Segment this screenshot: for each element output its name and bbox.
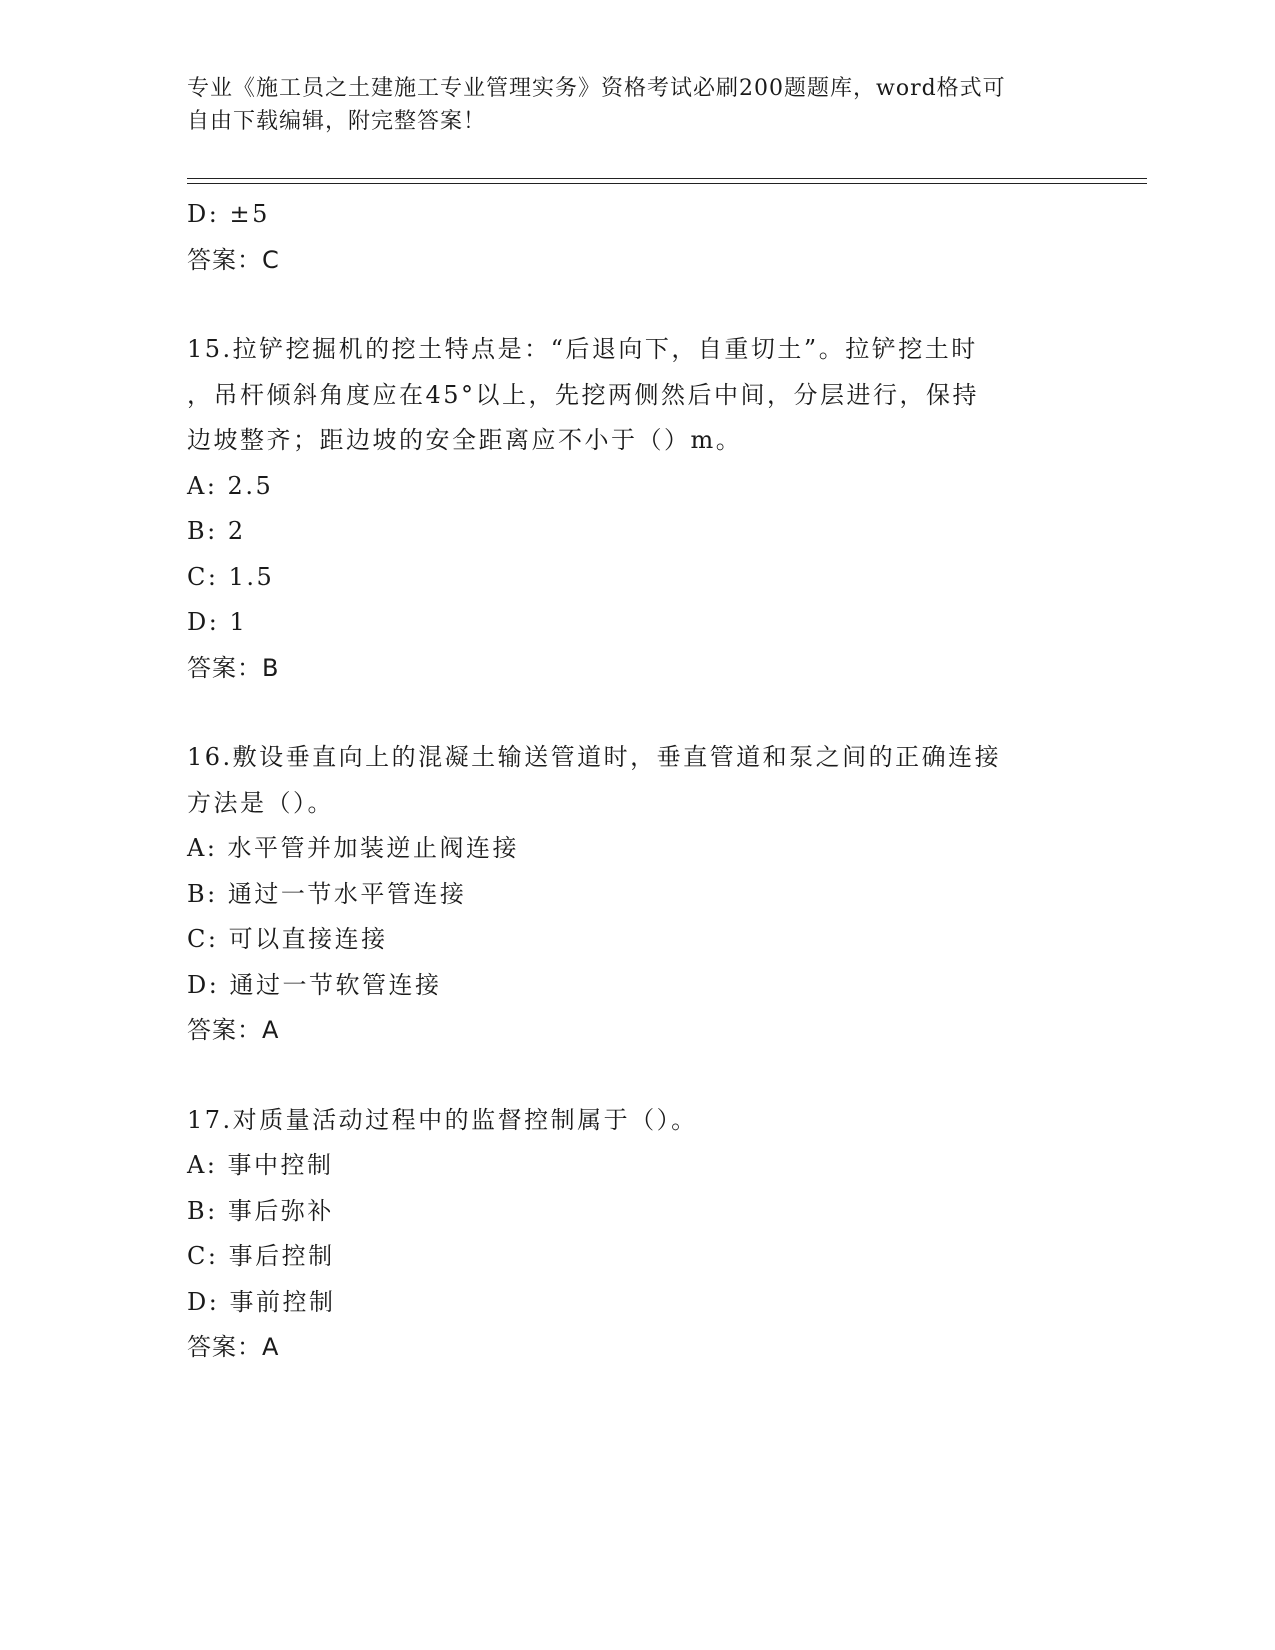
answer: 答案：A xyxy=(187,1333,280,1361)
option-d: D: 1 xyxy=(187,608,248,636)
question-text-line: 15.拉铲挖掘机的挖土特点是：“后退向下，自重切土”。拉铲挖土时 xyxy=(187,335,978,363)
option-b: B: 通过一节水平管连接 xyxy=(187,879,467,908)
question-15 xyxy=(187,327,1087,464)
option-d: D: 通过一节软管连接 xyxy=(187,970,442,999)
answer: 答案：C xyxy=(187,245,280,274)
option-a: A: 2.5 xyxy=(187,471,274,500)
spacer xyxy=(187,283,1087,327)
option-a: A: 水平管并加装逆止阀连接 xyxy=(187,834,520,862)
header-line-2: 自由下载编辑，附完整答案！ xyxy=(187,109,487,134)
option-d: D: 事前控制 xyxy=(187,1287,336,1316)
question-text-line: ，吊杆倾斜角度应在45°以上，先挖两侧然后中间，分层进行，保持 xyxy=(187,380,980,409)
option-c: C: 1.5 xyxy=(187,562,275,591)
header-divider xyxy=(187,178,1147,184)
question-text-line: 方法是（）。 xyxy=(187,788,334,817)
spacer xyxy=(187,691,1087,735)
question-16 xyxy=(187,735,1087,826)
option-d: D: ±5 xyxy=(187,200,270,228)
option-b: B: 2 xyxy=(187,517,246,545)
document-body xyxy=(187,192,1087,1371)
answer: 答案：A xyxy=(187,1016,280,1044)
answer: 答案：B xyxy=(187,653,280,682)
question-text-line: 边坡整齐；距边坡的安全距离应不小于（）m。 xyxy=(187,426,743,454)
header-line-1: 专业《施工员之土建施工专业管理实务》资格考试必刷200题题库，word格式可 xyxy=(187,76,1006,101)
option-b: B: 事后弥补 xyxy=(187,1196,334,1225)
page-header xyxy=(187,72,1067,138)
spacer xyxy=(187,1054,1087,1098)
option-c: C: 可以直接连接 xyxy=(187,925,388,953)
question-text-line: 17.对质量活动过程中的监督控制属于（）。 xyxy=(187,1105,698,1134)
option-a: A: 事中控制 xyxy=(187,1151,334,1179)
option-c: C: 事后控制 xyxy=(187,1242,335,1270)
question-17 xyxy=(187,1098,1087,1144)
question-text-line: 16.敷设垂直向上的混凝土输送管道时，垂直管道和泵之间的正确连接 xyxy=(187,743,1002,771)
